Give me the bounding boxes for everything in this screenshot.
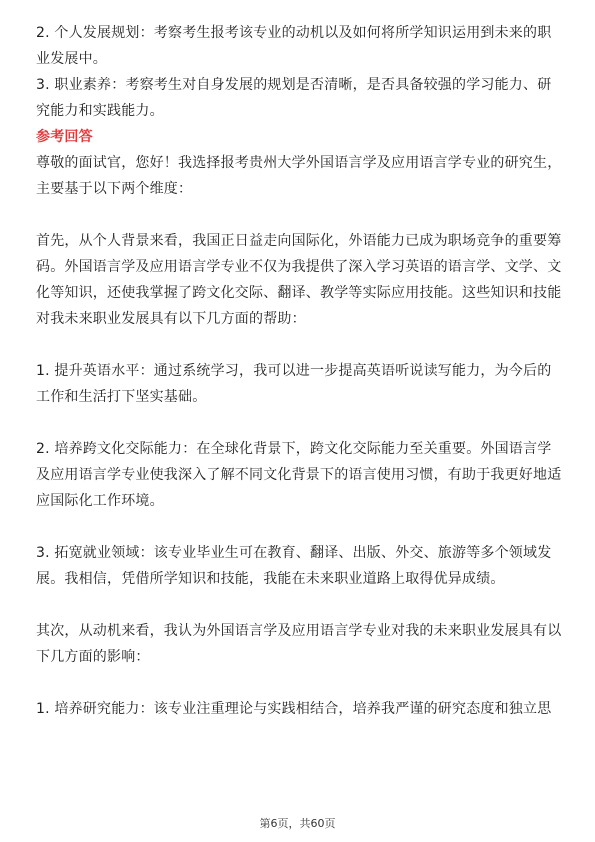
- first-paragraph: 首先，从个人背景来看，我国正日益走向国际化，外语能力已成为职场竞争的重要筹码。外国语言学及应用语言学专业不仅为我提供了深入学习英语的语言学、文学、文化等知识，还使我掌握了跨文化交际、翻译、教学等实际应用技能。这些知识和技能对我未来职业发展具有以下几方面的帮助：: [36, 233, 562, 327]
- spacer: [36, 592, 562, 618]
- page-number: 第6页，共60页: [259, 817, 336, 830]
- benefit-item-3: 3. 拓宽就业领域：该专业毕业生可在教育、翻译、出版、外交、旅游等多个领域发展。我相信，凭借所学知识和技能，我能在未来职业道路上取得优异成绩。: [36, 545, 552, 587]
- benefit-item-2: 2. 培养跨文化交际能力：在全球化背景下，跨文化交际能力至关重要。外国语言学及应用语言学专业使我深入了解不同文化背景下的语言使用习惯，有助于我更好地适应国际化工作环境。: [36, 441, 562, 509]
- intro-item-2: 2. 个人发展规划：考察考生报考该专业的动机以及如何将所学知识运用到未来的职业发展中。: [36, 25, 552, 67]
- document-body: [36, 20, 562, 722]
- answer-heading: 参考回答: [36, 129, 93, 145]
- benefit-item-1: 1. 提升英语水平：通过系统学习，我可以进一步提高英语听说读写能力，为今后的工作和生活打下坚实基础。: [36, 363, 552, 405]
- spacer: [36, 670, 562, 696]
- spacer: [36, 410, 562, 436]
- intro-item-3: 3. 职业素养：考察考生对自身发展的规划是否清晰，是否具备较强的学习能力、研究能力和实践能力。: [36, 77, 552, 119]
- greeting-paragraph: 尊敬的面试官，您好！我选择报考贵州大学外国语言学及应用语言学专业的研究生，主要基于以下两个维度：: [36, 155, 562, 197]
- impact-item-1: 1. 培养研究能力：该专业注重理论与实践相结合，培养我严谨的研究态度和独立思: [36, 701, 552, 717]
- spacer: [36, 332, 562, 358]
- spacer: [36, 514, 562, 540]
- spacer: [36, 202, 562, 228]
- second-paragraph: 其次，从动机来看，我认为外国语言学及应用语言学专业对我的未来职业发展具有以下几方面的影响：: [36, 623, 562, 665]
